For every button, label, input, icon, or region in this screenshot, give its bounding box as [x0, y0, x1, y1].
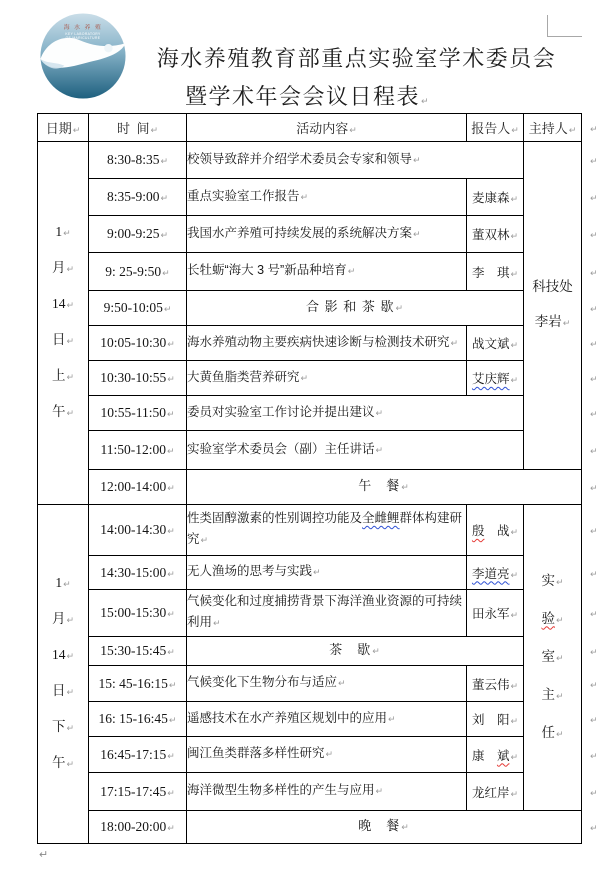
content-cell: 闽江鱼类群落多样性研究↵ [187, 737, 467, 773]
row-end-pilcrow: ↵ [590, 231, 598, 241]
header-cell-time: 时 间↵ [89, 114, 187, 142]
content-cell: 我国水产养殖可持续发展的系统解决方案↵ [187, 216, 467, 253]
host-cell-afternoon: 实↵ 验↵ 室↵ 主↵ 任↵ [524, 505, 582, 811]
pilcrow-mark: ↵ [568, 126, 577, 136]
row-end-pilcrow: ↵ [590, 194, 598, 204]
presenter-cell: 康 斌↵ [467, 737, 524, 773]
time-cell: 12:00-14:00↵ [89, 470, 187, 505]
header-cell-host: 主持人↵ [524, 114, 582, 142]
row-end-pilcrow: ↵ [590, 124, 598, 135]
row-end-pilcrow: ↵ [590, 751, 598, 762]
table-row [38, 179, 606, 216]
presenter-cell: 龙红岸↵ [467, 773, 524, 811]
row-end-pilcrow: ↵ [590, 824, 598, 834]
row-end-pilcrow: ↵ [590, 447, 598, 457]
content-cell: 校领导致辞并介绍学术委员会专家和领导↵ [187, 142, 524, 179]
table-row [38, 326, 606, 361]
table-row [38, 361, 606, 396]
time-cell: 16: 15-16:45↵ [89, 702, 187, 737]
presenter-cell: 田永军↵ [467, 590, 524, 637]
header-cell-presenter: 报告人↵ [467, 114, 524, 142]
presenter-cell: 战文斌↵ [467, 326, 524, 361]
content-cell: 长牡蛎“海大 3 号”新品种培育↵ [187, 253, 467, 291]
table-row [38, 811, 606, 844]
schedule-table [37, 113, 606, 844]
row-end-pilcrow: ↵ [590, 340, 598, 350]
presenter-cell: 李道亮↵ [467, 556, 524, 590]
pilcrow-mark: ↵ [511, 126, 519, 136]
time-cell: 17:15-17:45↵ [89, 773, 187, 811]
time-cell: 9: 25-9:50↵ [89, 253, 187, 291]
row-end-pilcrow: ↵ [590, 648, 598, 658]
content-cell-lunch: 午 餐↵ [187, 470, 582, 505]
time-cell: 11:50-12:00↵ [89, 431, 187, 470]
row-end-pilcrow: ↵ [590, 157, 598, 167]
document-title-line1: 海水养殖教育部重点实验室学术委员会 [156, 46, 557, 71]
table-row [38, 470, 606, 505]
content-cell: 委员对实验室工作讨论并提出建议↵ [187, 396, 524, 431]
content-cell: 重点实验室工作报告↵ [187, 179, 467, 216]
content-cell: 遥感技术在水产养殖区规划中的应用↵ [187, 702, 467, 737]
row-end-pilcrow: ↵ [590, 610, 598, 620]
row-end-pilcrow: ↵ [590, 569, 598, 580]
time-cell: 8:35-9:00↵ [89, 179, 187, 216]
header-cell-date: 日期↵ [38, 114, 89, 142]
content-cell: 气候变化和过度捕捞背景下海洋渔业资源的可持续利用↵ [187, 590, 467, 637]
row-end-pilcrow: ↵ [590, 375, 598, 385]
table-row [38, 556, 606, 590]
row-end-pilcrow: ↵ [590, 788, 598, 799]
presenter-cell: 董双林↵ [467, 216, 524, 253]
time-cell: 10:55-11:50↵ [89, 396, 187, 431]
row-end-pilcrow: ↵ [590, 410, 598, 420]
time-cell: 8:30-8:35↵ [89, 142, 187, 179]
table-row [38, 142, 606, 179]
row-end-pilcrow: ↵ [590, 305, 598, 315]
row-end-pilcrow: ↵ [590, 680, 598, 691]
time-cell: 15:30-15:45↵ [89, 637, 187, 666]
page-margin-corner-mark [547, 15, 582, 37]
presenter-cell: 董云伟↵ [467, 666, 524, 702]
header-cell-content: 活动内容↵ [187, 114, 467, 142]
content-cell: 实验室学术委员会（副）主任讲话↵ [187, 431, 524, 470]
presenter-cell: 殷 战↵ [467, 505, 524, 556]
table-header-row [38, 114, 606, 142]
content-cell: 大黄鱼脂类营养研究↵ [187, 361, 467, 396]
content-cell-dinner: 晚 餐↵ [187, 811, 582, 844]
logo-fish-eye [104, 44, 112, 52]
host-cell-morning: 科技处 李岩↵ [524, 142, 582, 470]
presenter-cell: 刘 阳↵ [467, 702, 524, 737]
time-cell: 18:00-20:00↵ [89, 811, 187, 844]
table-row [38, 396, 606, 431]
content-cell-group-photo-tea: 合 影 和 茶 歇↵ [187, 291, 524, 326]
content-cell: 气候变化下生物分布与适应↵ [187, 666, 467, 702]
table-row [38, 590, 606, 637]
table-row [38, 737, 606, 773]
pilcrow-mark: ↵ [420, 97, 431, 107]
table-row [38, 637, 606, 666]
row-end-pilcrow: ↵ [590, 268, 598, 279]
table-row [38, 291, 606, 326]
time-cell: 16:45-17:15↵ [89, 737, 187, 773]
time-cell: 15: 45-16:15↵ [89, 666, 187, 702]
time-cell: 14:00-14:30↵ [89, 505, 187, 556]
pilcrow-mark: ↵ [349, 126, 357, 136]
presenter-cell: 艾庆辉↵ [467, 361, 524, 396]
content-cell-tea-break: 茶 歇↵ [187, 637, 524, 666]
table-row [38, 702, 606, 737]
table-row [38, 505, 606, 556]
logo-en-text-1: KEY LABORATORY [65, 32, 101, 36]
time-cell: 14:30-15:00↵ [89, 556, 187, 590]
row-end-pilcrow: ↵ [590, 484, 598, 494]
content-cell: 无人渔场的思考与实践↵ [187, 556, 467, 590]
content-cell: 海水养殖动物主要疾病快速诊断与检测技术研究↵ [187, 326, 467, 361]
row-end-pilcrow: ↵ [590, 527, 598, 537]
pilcrow-mark: ↵ [150, 126, 159, 136]
presenter-cell: 麦康森↵ [467, 179, 524, 216]
date-cell-morning: 1↵ 月↵ 14↵ 日↵ 上↵ 午↵ [38, 142, 89, 505]
date-cell-afternoon: 1↵ 月↵ 14↵ 日↵ 下↵ 午↵ [38, 505, 89, 844]
time-cell: 9:50-10:05↵ [89, 291, 187, 326]
logo-en-text-2: OF MARICULTURE [65, 36, 101, 41]
table-row [38, 216, 606, 253]
time-cell: 9:00-9:25↵ [89, 216, 187, 253]
table-row [38, 666, 606, 702]
document-title-line2: 暨学术年会会议日程表↵ [184, 84, 431, 109]
time-cell: 15:00-15:30↵ [89, 590, 187, 637]
content-cell: 性类固醇激素的性别调控功能及全雌鲤群体构建研究↵ [187, 505, 467, 556]
table-row [38, 773, 606, 811]
table-row [38, 253, 606, 291]
time-cell: 10:30-10:55↵ [89, 361, 187, 396]
content-cell: 海洋微型生物多样性的产生与应用↵ [187, 773, 467, 811]
pilcrow-mark: ↵ [72, 126, 81, 136]
presenter-cell: 李 琪↵ [467, 253, 524, 291]
time-cell: 10:05-10:30↵ [89, 326, 187, 361]
row-end-pilcrow: ↵ [590, 716, 598, 726]
table-row [38, 431, 606, 470]
logo-cn-text: 海 水 养 殖 [63, 25, 103, 32]
end-of-document-pilcrow: ↵ [39, 849, 49, 861]
